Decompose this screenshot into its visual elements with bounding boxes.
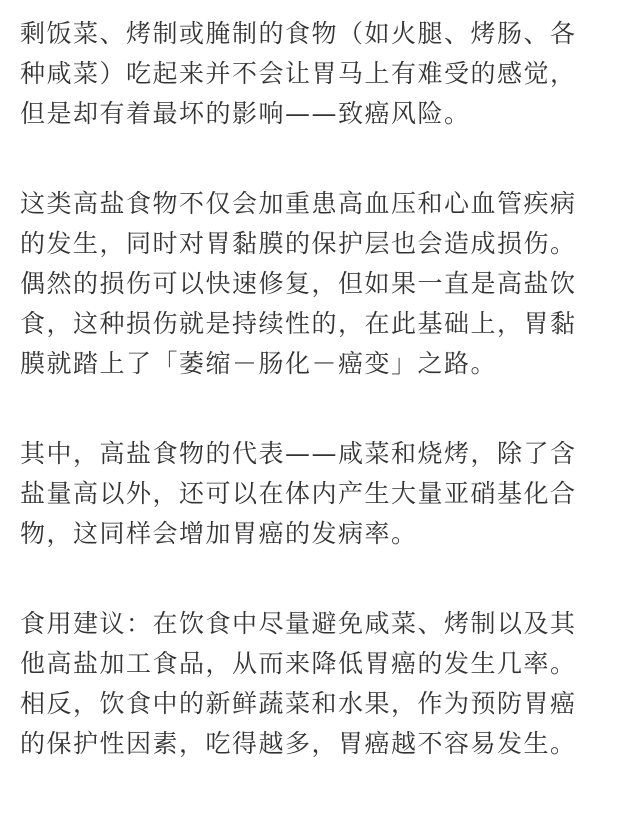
text-line: 相反，饮食中的新鲜蔬菜和水果，作为预防胃癌 xyxy=(20,689,577,718)
text-line: 其中，高盐食物的代表——咸菜和烧烤，除了含 xyxy=(20,439,577,468)
paragraph-pickles-bbq xyxy=(20,434,632,554)
text-line: 这类高盐食物不仅会加重患高血压和心血管疾病 xyxy=(20,189,577,218)
text-line: 膜就踏上了「萎缩－肠化－癌变」之路。 xyxy=(20,349,498,378)
text-line: 种咸菜）吃起来并不会让胃马上有难受的感觉， xyxy=(20,59,577,88)
paragraph-dietary-advice xyxy=(20,604,632,764)
text-line: 食，这种损伤就是持续性的，在此基础上，胃黏 xyxy=(20,309,577,338)
text-line: 物，这同样会增加胃癌的发病率。 xyxy=(20,519,418,548)
text-line: 盐量高以外，还可以在体内产生大量亚硝基化合 xyxy=(20,479,577,508)
text-line: 食用建议：在饮食中尽量避免咸菜、烤制以及其 xyxy=(20,609,577,638)
text-line: 的发生，同时对胃黏膜的保护层也会造成损伤。 xyxy=(20,229,577,258)
paragraph-high-salt-damage xyxy=(20,184,632,384)
text-line: 但是却有着最坏的影响——致癌风险。 xyxy=(20,99,471,128)
text-line: 剩饭菜、烤制或腌制的食物（如火腿、烤肠、各 xyxy=(20,19,577,48)
paragraph-leftover-food-risk xyxy=(20,14,632,134)
text-line: 的保护性因素，吃得越多，胃癌越不容易发生。 xyxy=(20,729,577,758)
text-line: 他高盐加工食品，从而来降低胃癌的发生几率。 xyxy=(20,649,577,678)
article-body xyxy=(20,14,632,814)
text-line: 偶然的损伤可以快速修复，但如果一直是高盐饮 xyxy=(20,269,577,298)
